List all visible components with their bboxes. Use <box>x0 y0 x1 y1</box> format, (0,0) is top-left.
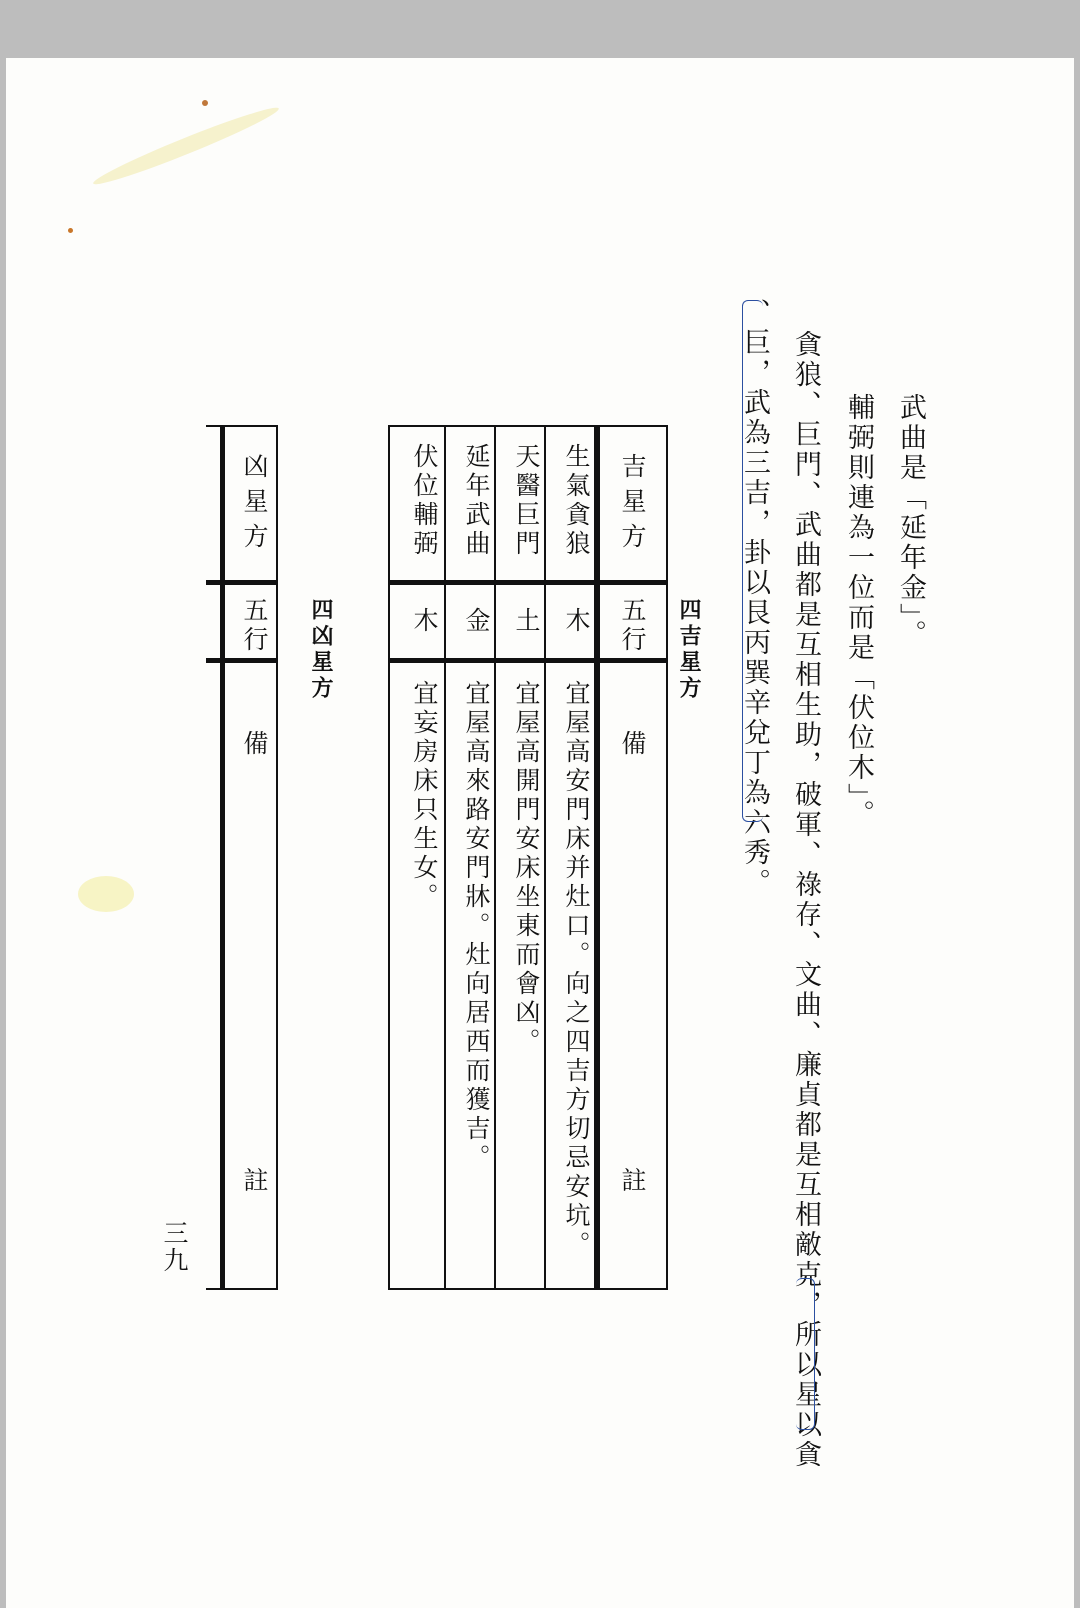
paper-stain <box>68 228 73 233</box>
header-element: 五行 <box>240 597 269 655</box>
section-rule <box>206 580 278 585</box>
row-star: 天醫巨門 <box>512 443 541 559</box>
row-star: 延年武曲 <box>462 443 491 559</box>
paper-stain <box>78 876 134 912</box>
header-note-top: 備 <box>240 730 269 759</box>
column-rule <box>594 425 600 1290</box>
text-column-1: 武曲是「延年金」。 <box>895 393 926 650</box>
row-element: 木 <box>562 607 591 636</box>
four-lucky-table <box>388 425 668 1290</box>
table-border <box>388 1288 668 1290</box>
row-note: 宜屋高來路安門牀。灶向居西而獲吉。 <box>462 680 491 1173</box>
header-star: 凶星方 <box>240 453 269 558</box>
row-star: 生氣貪狼 <box>562 443 591 559</box>
header-element: 五行 <box>618 597 647 655</box>
pen-bracket <box>742 300 763 822</box>
paper-stain <box>202 100 208 106</box>
column-rule <box>444 425 446 1290</box>
section-rule <box>206 658 278 663</box>
text-column-2: 輔弼則連為一位而是「伏位木」。 <box>843 393 874 830</box>
row-element: 土 <box>512 607 541 636</box>
row-note: 宜妄房床只生女。 <box>410 680 439 912</box>
table-border <box>388 425 668 427</box>
scanned-page <box>6 58 1074 1608</box>
table-border <box>666 425 668 1290</box>
section-rule <box>388 580 668 585</box>
header-star: 吉星方 <box>618 453 647 558</box>
table-border <box>220 425 225 1290</box>
text-column-3: 貪狼、巨門、武曲都是互相生助，破軍、祿存、文曲、廉貞都是互相敵克，所以星以貪 <box>790 330 821 1470</box>
row-note: 宜屋高安門床并灶口。向之四吉方切忌安坑。 <box>562 680 591 1260</box>
column-rule <box>494 425 496 1290</box>
section-rule <box>388 658 668 663</box>
row-star: 伏位輔弼 <box>410 443 439 559</box>
table-border <box>206 1288 278 1290</box>
header-note-bottom: 註 <box>618 1167 647 1196</box>
four-lucky-title: 四吉星方 <box>676 598 702 702</box>
row-element: 金 <box>462 607 491 636</box>
row-element: 木 <box>410 607 439 636</box>
pen-bracket <box>796 1278 815 1430</box>
row-note: 宜屋高開門安床坐東而會凶。 <box>512 680 541 1057</box>
four-unlucky-title: 四凶星方 <box>308 598 334 702</box>
paper-stain <box>90 101 281 191</box>
header-note-top: 備 <box>618 730 647 759</box>
page-number: 三九 <box>160 1220 189 1274</box>
four-unlucky-table <box>206 425 286 1290</box>
table-border <box>388 425 390 1290</box>
column-rule <box>544 425 546 1290</box>
header-note-bottom: 註 <box>240 1167 269 1196</box>
text-column-4: 、巨，武為三吉，卦以艮丙巽辛兌丁為六秀。 <box>739 298 770 898</box>
table-border <box>206 425 278 427</box>
table-border <box>276 425 278 1290</box>
